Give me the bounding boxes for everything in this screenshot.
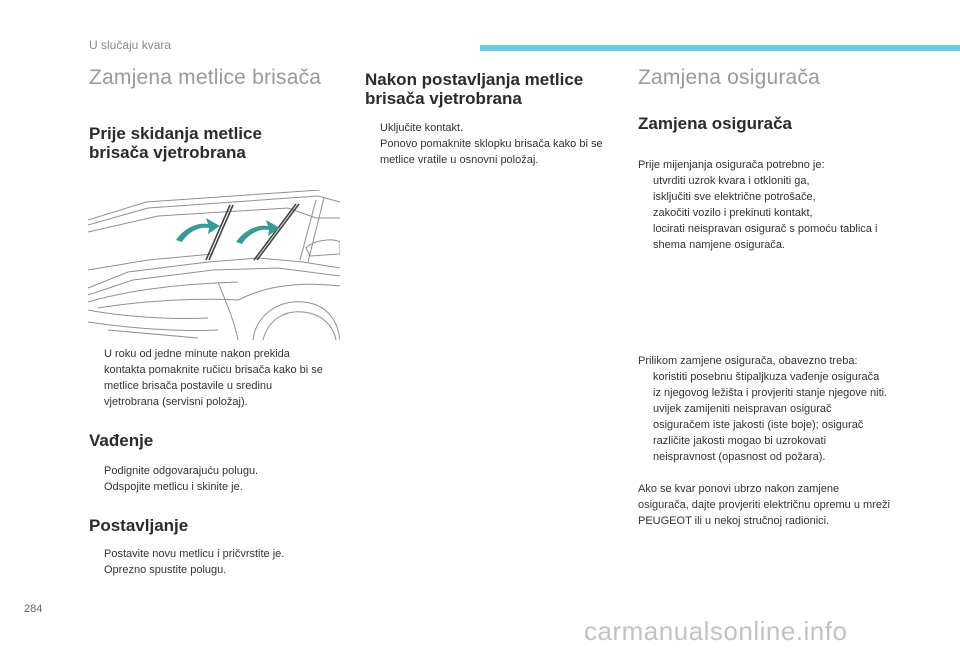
- list-item: Postavite novu metlicu i pričvrstite je.: [104, 548, 285, 560]
- fuse-during-list: [638, 369, 890, 465]
- fuse-outro-text: Ako se kvar ponovi ubrzo nakon zamjene osigurača, dajte provjeriti električnu opremu u mreži PEUGEOT ili u nekoj stručnoj radionici.: [638, 483, 890, 527]
- watermark: carmanualsonline.info: [584, 616, 848, 646]
- car-windshield-drawing: [88, 190, 340, 340]
- header-accent-bar: [480, 45, 960, 51]
- fuse-subtitle: Zamjena osigurača: [638, 114, 793, 133]
- list-item: uvijek zamijeniti neispravan osigurač osiguračem iste jakosti (iste boje); osigurač različite jakosti mogao bi uzrokovati neispravnost (opasnost od požara).: [653, 403, 864, 463]
- wiper-section-title: Zamjena metlice brisača: [89, 66, 322, 89]
- fuse-prep-list: [638, 173, 890, 253]
- after-installation-list: [365, 120, 609, 168]
- wiper-illustration: [88, 190, 340, 340]
- list-item: zakočiti vozilo i prekinuti kontakt,: [653, 207, 813, 219]
- before-removal-title: Prije skidanja metlice brisača vjetrobrana: [89, 124, 262, 162]
- list-item: locirati neispravan osigurač s pomoću tablica i shema namjene osigurača.: [653, 223, 878, 251]
- fuse-intro-text: Prije mijenjanja osigurača potrebno je:: [638, 159, 825, 171]
- fuse-section-title: Zamjena osigurača: [638, 66, 820, 89]
- list-item: Ponovo pomaknite sklopku brisača kako bi se metlice vratile u osnovni položaj.: [380, 138, 603, 166]
- fuse-during-text: Prilikom zamjene osigurača, obavezno treba:: [638, 355, 858, 367]
- removal-title: Vađenje: [89, 431, 154, 450]
- list-item: utvrditi uzrok kvara i otkloniti ga,: [653, 175, 810, 187]
- installation-list: [89, 546, 327, 578]
- removal-list: [89, 463, 327, 495]
- page-number: 284: [24, 603, 43, 615]
- before-removal-list: [89, 346, 327, 410]
- list-item: isključiti sve električne potrošače,: [653, 191, 816, 203]
- left-arrow-icon: [176, 218, 220, 242]
- list-item: Uključite kontakt.: [380, 122, 464, 134]
- section-header: U slučaju kvara: [89, 38, 172, 52]
- list-item: U roku od jedne minute nakon prekida kontakta pomaknite ručicu brisača kako bi se metlice brisača postavile u sredinu vjetrobrana (servisni položaj).: [104, 348, 323, 408]
- list-item: Oprezno spustite polugu.: [104, 564, 227, 576]
- right-arrow-icon: [236, 220, 280, 244]
- after-installation-title: Nakon postavljanja metlice brisača vjetrobrana: [365, 70, 584, 108]
- list-item: Odspojite metlicu i skinite je.: [104, 481, 243, 493]
- list-item: koristiti posebnu štipaljkuza vađenje osigurača iz njegovog ležišta i provjeriti stanje njegove niti.: [653, 371, 888, 399]
- list-item: Podignite odgovarajuću polugu.: [104, 465, 259, 477]
- installation-title: Postavljanje: [89, 516, 189, 535]
